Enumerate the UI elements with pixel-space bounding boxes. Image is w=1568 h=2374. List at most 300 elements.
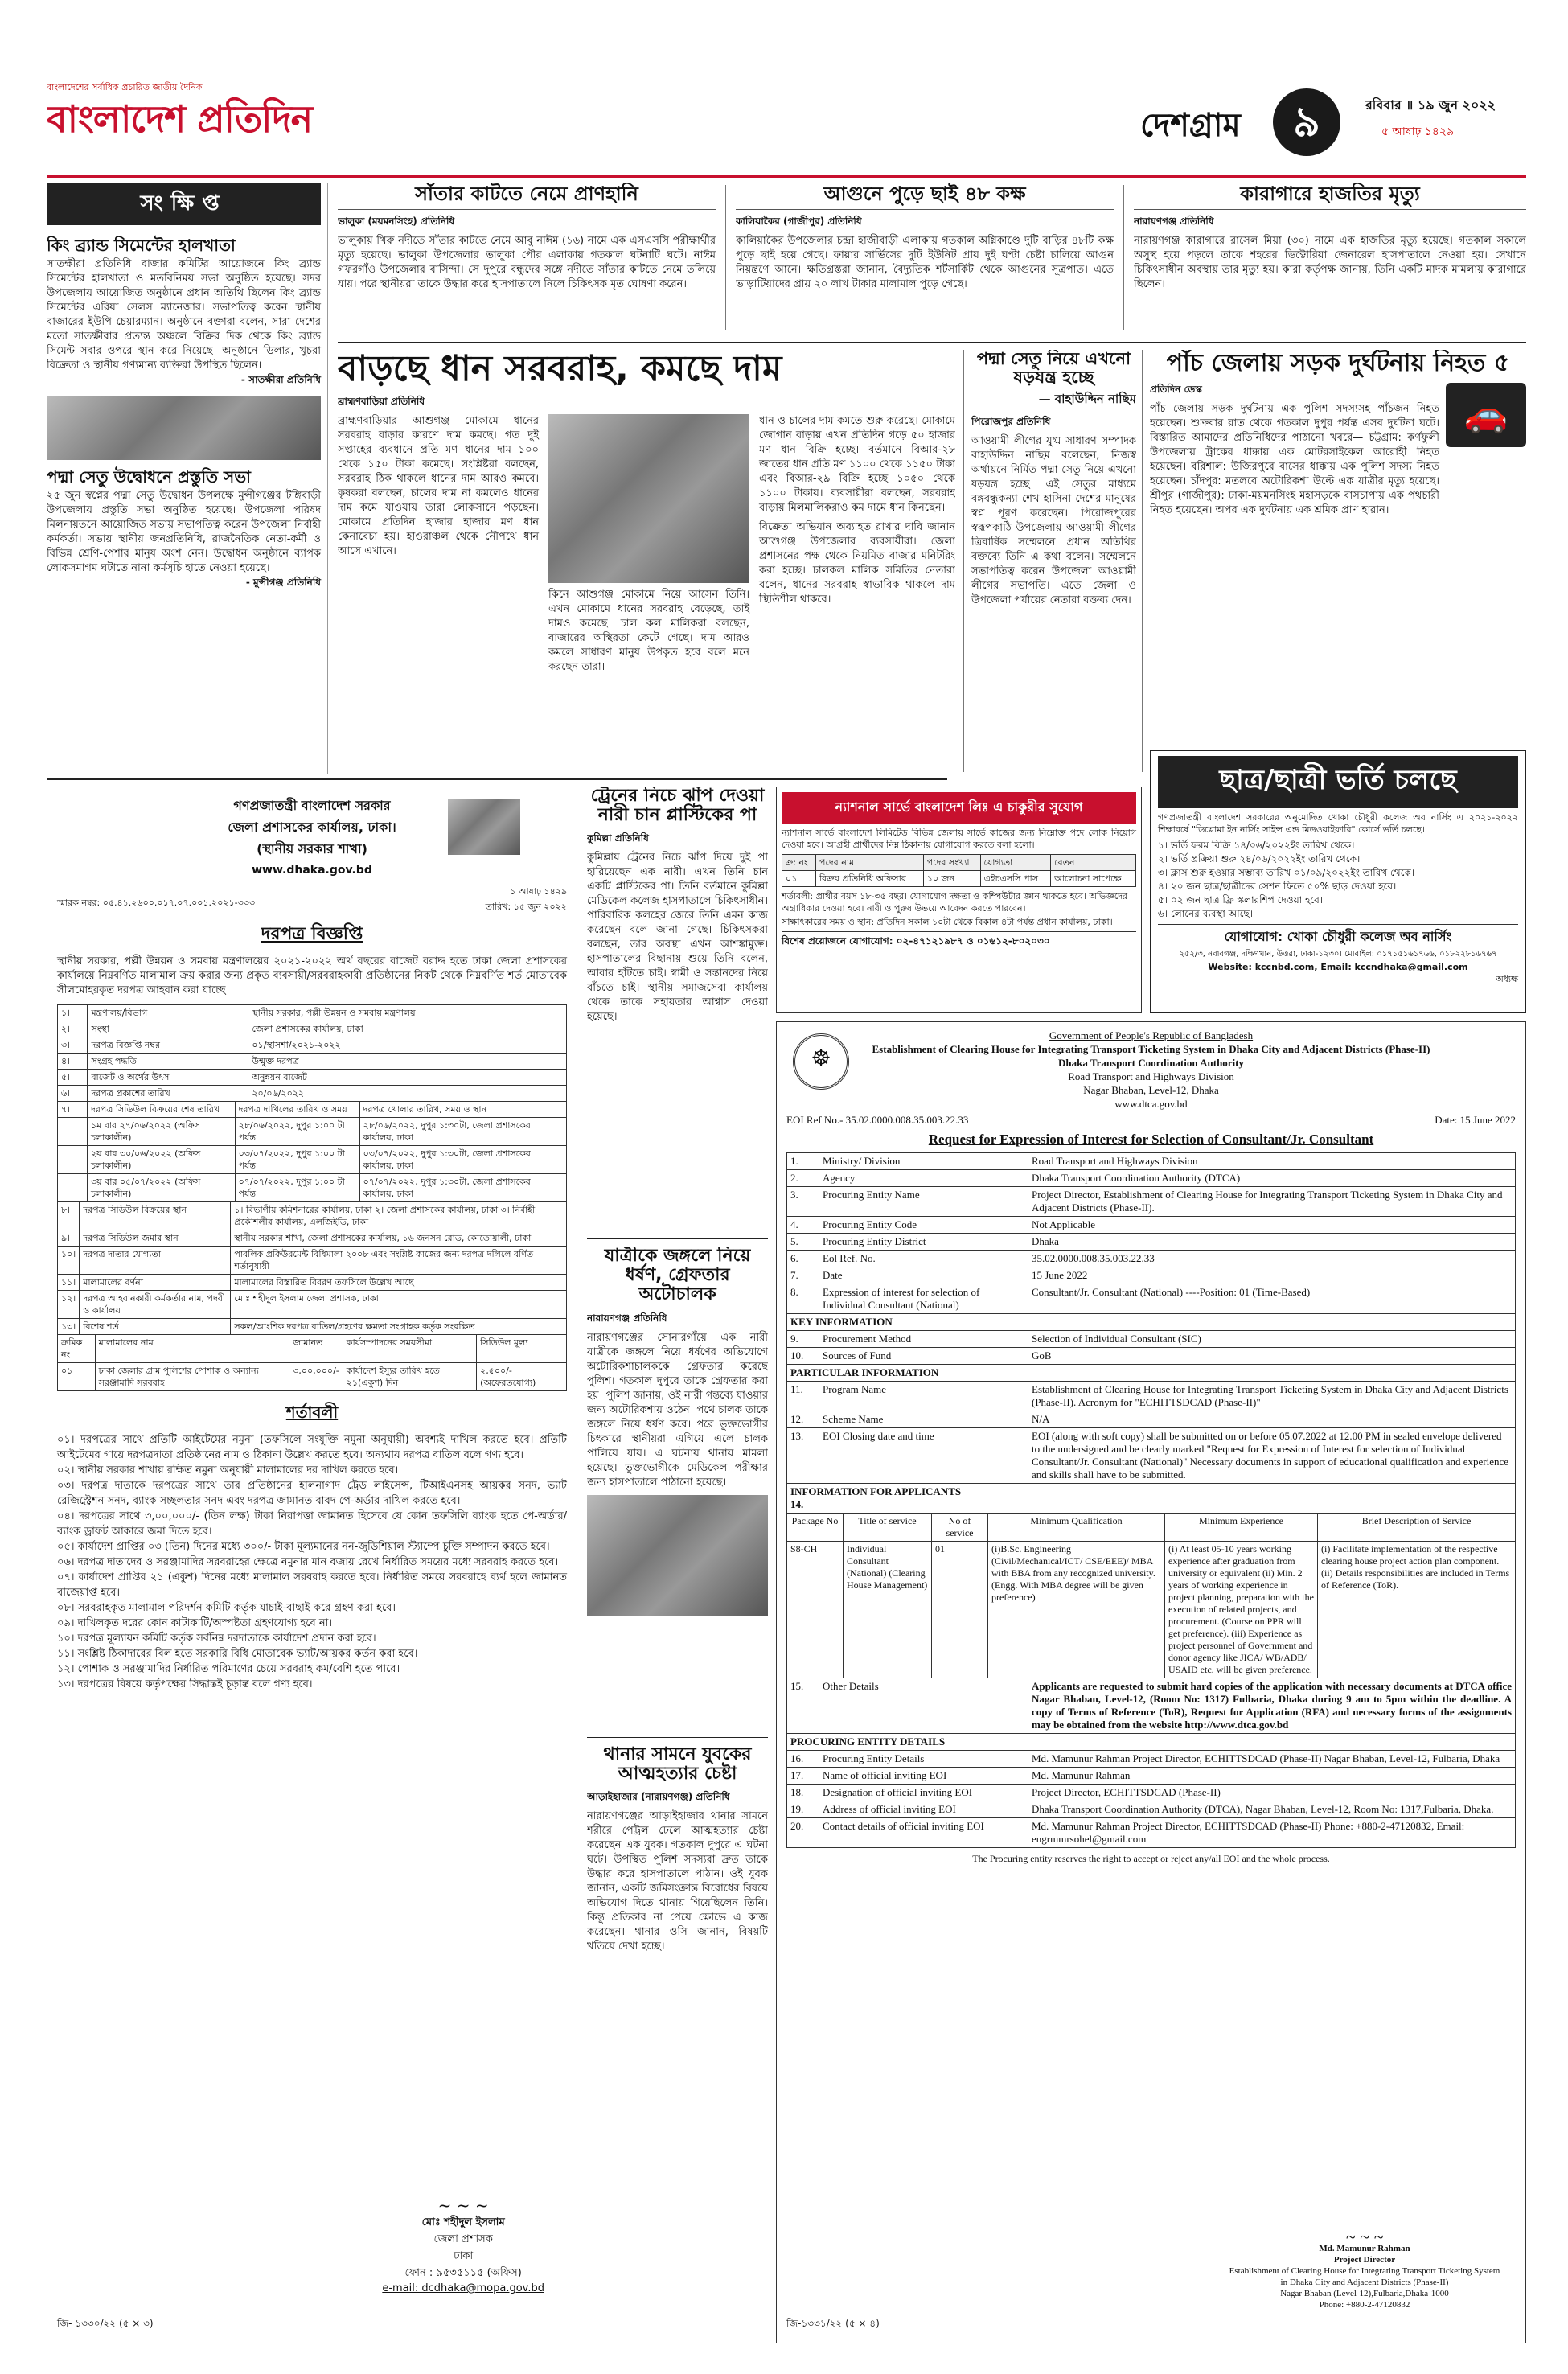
table-cell: জামানত <box>289 1335 343 1363</box>
table-cell: Package No <box>787 1514 844 1542</box>
job-ad-interview: সাক্ষাৎকারের সময় ও স্থান: প্রতিদিন সকাল ১০টা থেকে বিকাল ৪টা পর্যন্ত প্রধান কার্যালয়, ঢাকা। <box>782 917 1113 927</box>
table-cell <box>58 1174 88 1202</box>
mid-story-1-byline: কুমিল্লা প্রতিনিধি <box>587 832 649 844</box>
table-cell: পদের নাম <box>816 855 924 871</box>
table-row <box>787 1428 1516 1484</box>
table-cell: Designation of official inviting EOI <box>819 1785 1028 1801</box>
table-cell: মোঃ শহীদুল ইসলাম জেলা প্রশাসক, ঢাকা <box>231 1291 567 1319</box>
table-cell: ১০ জন <box>923 871 980 887</box>
table-cell: ১২। <box>58 1291 80 1319</box>
table-cell: স্থানীয় সরকার শাখা, জেলা প্রশাসকের কার্যালয়, ১৬ জনসন রোড, কোতোয়ালী, ঢাকা <box>231 1230 567 1247</box>
table-cell: Date <box>819 1267 1028 1284</box>
table-cell: GoB <box>1028 1348 1516 1365</box>
table-cell: দরপত্র বিজ্ঞপ্তি নম্বর <box>88 1037 248 1054</box>
table-cell: 13. <box>787 1428 819 1484</box>
table-row <box>58 1202 567 1230</box>
lead-story-byline: ব্রাহ্মণবাড়িয়া প্রতিনিধি <box>338 396 425 408</box>
table-cell: ৩য় বার ০৫/০৭/২০২২ (অফিস চলাকালীন) <box>88 1174 236 1202</box>
table-cell: ২,৫০০/- (অফেরতযোগ্য) <box>477 1363 567 1391</box>
table-cell: Name of official inviting EOI <box>819 1768 1028 1785</box>
table-row <box>787 1382 1516 1411</box>
table-cell: কার্যাদেশ ইস্যুর তারিখ হতে ২১(একুশ) দিন <box>343 1363 476 1391</box>
table-cell: ৪। <box>58 1054 88 1070</box>
table-cell: 15. <box>787 1678 819 1734</box>
table-row <box>787 1153 1516 1170</box>
table-row <box>787 1751 1516 1768</box>
tender-intro: স্থানীয় সরকার, পল্লী উন্নয়ন ও সমবায় মন্ত্রণালয়ের ২০২১-২০২২ অর্থ বছরের বাজেট বরাদ্দ হতে ঢাকা জেলা প্রশাসকের কার্যালয়ে নিম্নবর্ণিত মালামাল ক্রয় করার জন্য প্রকৃত ব্যবসায়ী/সরবরাহকারী প্রতিষ্ঠানের নিকট থেকে নিম্নবর্ণিত শর্ত মোতাবেক সীলমোহরকৃত দরপত্র আহবান করা যাচ্ছে। <box>57 955 567 996</box>
mid-story-1-headline[interactable]: ট্রেনের নিচে ঝাঁপ দেওয়া নারী চান প্লাস্টিকের পা <box>590 787 765 826</box>
table-cell: Program Name <box>819 1382 1028 1411</box>
row-number: 14. <box>790 1498 804 1510</box>
list-item: ১। ভর্তি ফরম বিক্রি ১৪/০৬/২০২২ইং তারিখ থেকে। <box>1158 840 1355 851</box>
table-cell: 7. <box>787 1267 819 1284</box>
table-row <box>782 855 1136 871</box>
brief-item-2-title[interactable]: পদ্মা সেতু উদ্বোধনে প্রস্তুতি সভা <box>47 467 251 487</box>
list-item: ২। ভর্তি প্রক্রিয়া শুরু ২৪/০৬/২০২২ইং তারিখ থেকে। <box>1158 853 1361 865</box>
top-story-2-byline: কালিয়াকৈর (গাজীপুর) প্রতিনিধি <box>736 216 862 228</box>
table-cell: EOI (along with soft copy) shall be submitted on or before 05.07.2022 at 12.00 PM in sealed envelope delivered to the undersigned and be clearly marked "Request for Expression of Interest for selection of Individual Consultant/Jr. Consultant (National)" Necessary documents in support of educational qualification and experience and skills shall have to be submitted. <box>1028 1428 1516 1484</box>
table-cell: দরপত্র সিডিউল বিক্রয়ের শেষ তারিখ <box>88 1102 236 1118</box>
table-row <box>787 1801 1516 1818</box>
table-cell: ১। <box>58 1005 88 1021</box>
list-item: ০৭। কার্যাদেশ প্রাপ্তির ২১ (একুশ) দিনের মধ্যে মালামাল সরবরাহ করতে হবে। নির্ধারিত সময়ে সরবরাহে ব্যর্থ হলে জামানত বাজেয়াপ্ত হবে। <box>57 1571 567 1599</box>
column-divider <box>725 185 726 330</box>
list-item: ০৬। দরপত্র দাতাদের ও সরঞ্জামাদির সরবরাহের ক্ষেত্রে নমুনার মান বজায় রেখে নির্ধারিত সময়ের মধ্যে সরবরাহ করতে হবে। <box>57 1556 559 1568</box>
page-number-badge <box>1273 88 1340 156</box>
bangla-date-line: ৫ আষাঢ় ১৪২৯ <box>1381 125 1455 138</box>
table-cell: দরপত্র দাতার যোগ্যতা <box>80 1247 231 1275</box>
table-cell: ১ম বার ২৭/০৬/২০২২ (অফিস চলাকালীন) <box>88 1118 236 1146</box>
table-row <box>787 1542 1516 1678</box>
table-cell: বিক্রয় প্রতিনিধি অফিসার <box>816 871 924 887</box>
table-cell: 15 June 2022 <box>1028 1267 1516 1284</box>
eoi-date: Date: 15 June 2022 <box>1435 1114 1516 1126</box>
table-cell: অনুন্নয়ন বাজেট <box>248 1070 567 1086</box>
table-cell: Procuring Entity District <box>819 1234 1028 1251</box>
eoi-sig-line2: Nagar Bhaban (Level-12),Fulbaria,Dhaka-1000 <box>1280 2289 1449 2298</box>
table-cell: সংগ্রহ পদ্ধতি <box>88 1054 248 1070</box>
mid-story-2 <box>587 1247 768 1729</box>
table-cell: Md. Mamunur Rahman <box>1028 1768 1516 1785</box>
table-cell: 1. <box>787 1153 819 1170</box>
table-cell: মালামালের বিস্তারিত বিবরণ তফসিলে উল্লেখ আছে <box>231 1275 567 1291</box>
table-cell: মালামালের বর্ণনা <box>80 1275 231 1291</box>
top-story-3-body: নারায়ণগঞ্জ কারাগারে রাসেল মিয়া (৩০) নামে এক হাজতির মৃত্যু হয়েছে। গতকাল সকালে অসুস্থ হয়ে পড়লে তাকে শহরের ভিক্টোরিয়া জেনারেল হাসপাতালে নেওয়া হয়। সেখানে চিকিৎসাধীন অবস্থায় তার মৃত্যু হয়। কারা কর্তৃপক্ষ জানায়, তিনি একটি মাদক মামলায় কারাগারে ছিলেন। <box>1134 235 1526 291</box>
eoi-table <box>786 1152 1516 1514</box>
list-item: ১০। দরপত্র মূল্যায়ন কমিটি কর্তৃক সর্বনিম্ন দরদাতাকে কার্যাদেশ প্রদান করা হবে। <box>57 1633 376 1645</box>
table-cell: Selection of Individual Consultant (SIC) <box>1028 1331 1516 1348</box>
table-cell: Project Director, Establishment of Clearing House for Integrating Transport Ticketing System in Dhaka City and Adjacent Districts (Phase-II). <box>1028 1187 1516 1217</box>
section-heading <box>787 1484 1516 1514</box>
tender-org-line2: জেলা প্রশাসকের কার্যালয়, ঢাকা। <box>228 819 396 835</box>
table-row <box>787 1785 1516 1801</box>
tender-terms-list <box>57 1432 567 1692</box>
padma-story-speaker: — বাহাউদ্দিন নাছিম <box>1038 392 1136 407</box>
brief-item-2-credit: - মুন্সীগঞ্জ প্রতিনিধি <box>245 577 321 588</box>
table-cell: 20. <box>787 1818 819 1848</box>
table-row <box>58 1275 567 1291</box>
government-portrait <box>448 799 520 855</box>
table-cell: আলোচনা সাপেক্ষে <box>1051 871 1136 887</box>
table-cell: Procuring Entity Name <box>819 1187 1028 1217</box>
tender-org-line1: গণপ্রজাতন্ত্রী বাংলাদেশ সরকার <box>233 798 391 813</box>
table-row <box>58 1174 567 1202</box>
list-item: ৬। লোনের ব্যবস্থা আছে। <box>1158 908 1254 919</box>
table-cell: সংস্থা <box>88 1021 248 1037</box>
mid-story-1-body: কুমিল্লায় ট্রেনের নিচে ঝাঁপ দিয়ে দুই পা হারিয়েছেন এক নারী। এখন তিনি চান একটি প্লাস্টিকের পা। তিনি বর্তমানে কুমিল্লা মেডিকেল কলেজ হাসপাতালে চিকিৎসাধীন। পারিবারিক কলহের জেরে তিনি এমন কাজ করেছেন বলে জানা গেছে। চিকিৎসকরা বলছেন, তার অবস্থা এখন আশঙ্কামুক্ত। হাসপাতালের বিছানায় শুয়ে তিনি বলেন, আবার হাঁটতে চাই। স্বামী ও সন্তানদের নিয়ে বাঁচতে চাই। স্থানীয় সমাজসেবা কার্যালয় থেকে তাকে সহায়তার আশ্বাস দেওয়া হয়েছে। <box>587 852 768 1024</box>
tender-ad-bn <box>47 787 577 2343</box>
table-cell: 11. <box>787 1382 819 1411</box>
table-cell: ৮। <box>58 1202 80 1230</box>
top-story-1-headline[interactable]: সাঁতার কাটতে নেমে প্রাণহানি <box>338 183 716 210</box>
table-cell: 18. <box>787 1785 819 1801</box>
table-cell: ২৮/০৬/২০২২, দুপুর ১:০০ টা পর্যন্ত <box>235 1118 359 1146</box>
padma-story-headline[interactable]: পদ্মা সেতু নিয়ে এখনো ষড়যন্ত্র হচ্ছে <box>976 350 1131 388</box>
table-cell: Not Applicable <box>1028 1217 1516 1234</box>
date-line: রবিবার ॥ ১৯ জুন ২০২২ <box>1365 97 1496 113</box>
table-row <box>58 1118 567 1146</box>
table-row <box>58 1247 567 1275</box>
table-cell: ০১/স্থাসশা/২০২১-২০২২ <box>248 1037 567 1054</box>
table-cell: Eol Ref. No. <box>819 1251 1028 1267</box>
list-item: ৩। ক্লাস শুরু হওয়ার সম্ভাব্য তারিখ ০১/০৯/২০২২ইং তারিখ থেকে। <box>1158 867 1415 878</box>
admission-ad-items <box>1158 839 1518 921</box>
eoi-ad-code: জি-১৩৩১/২২ (৫ × ৪) <box>786 2318 880 2329</box>
table-cell: (i) Facilitate implementation of the respective clearing house project action plan component. (ii) Details responsibilities are included in Terms of Reference (ToR). <box>1318 1542 1516 1678</box>
table-cell: দরপত্র সিডিউল বিক্রয়ের স্থান <box>80 1202 231 1230</box>
table-cell: দরপত্র দাখিলের তারিখ ও সময় <box>235 1102 359 1118</box>
tender-email[interactable]: e-mail: dcdhaka@mopa.gov.bd <box>382 2282 544 2294</box>
table-cell: (i) At least 05-10 years working experience after graduation from university or equivalent (ii) Min. 2 years of working experience in project planning, preparation with the execution of related projects, and procurement. (Course on PPR will get preference). (iii) Experience as project personnel of Government and donor agency like JICA/ WB/ADB/ USAID etc. will be given preference. <box>1165 1542 1318 1678</box>
table-cell: Procuring Entity Details <box>819 1751 1028 1768</box>
mid-story-2-illustration <box>587 1495 768 1616</box>
eoi-sig-name: Md. Mamunur Rahman <box>1319 2244 1410 2253</box>
table-cell: Address of official inviting EOI <box>819 1801 1028 1818</box>
table-row <box>787 1251 1516 1267</box>
table-cell: 4. <box>787 1217 819 1234</box>
table-cell: বেতন <box>1051 855 1136 871</box>
column-divider <box>963 350 964 772</box>
table-cell: মালামালের নাম <box>95 1335 289 1363</box>
table-cell: সকল/আংশিক দরপত্র বাতিল/গ্রহণের ক্ষমতা সংগ্রাহক কর্তৃক সংরক্ষিত <box>231 1319 567 1335</box>
table-row <box>58 1230 567 1247</box>
table-cell: পদের সংখ্যা <box>923 855 980 871</box>
table-cell: ৩। <box>58 1037 88 1054</box>
brief-item-2-body: ২৫ জুন স্বপ্নের পদ্মা সেতু উদ্বোধন উপলক্ষে মুন্সীগঞ্জের টঙ্গিবাড়ী উপজেলায় প্রস্তুতি সভা অনুষ্ঠিত হয়েছে। উপজেলা পরিষদ মিলনায়তনে আয়োজিত সভায় সভাপতিত্ব করেন উপজেলা নির্বাহী কর্মকর্তা। সভায় স্থানীয় জনপ্রতিনিধি, রাজনৈতিক নেতা-কর্মী ও বিভিন্ন শ্রেণি-পেশার মানুষ অংশ নেন। উদ্বোধন অনুষ্ঠানে ব্যাপক লোকসমাগম ঘটাতে নানা কর্মসূচি হাতে নেওয়া হয়েছে। <box>47 490 321 574</box>
table-cell: Dhaka Transport Coordination Authority (DTCA), Nagar Bhaban, Level-12, Room No: 1317,Fulbaria, Dhaka. <box>1028 1801 1516 1818</box>
accident-story-body: পাঁচ জেলায় সড়ক দুর্ঘটনায় এক পুলিশ সদস্যসহ পাঁচজন নিহত হয়েছেন। শুক্রবার রাত থেকে গতকাল দুপুর পর্যন্ত এসব দুর্ঘটনা ঘটে। বিস্তারিত আমাদের প্রতিনিধিদের পাঠানো খবরে— চট্টগ্রাম: কর্ণফুলী উপজেলায় ট্রাকের ধাক্কায় এক মোটরসাইকেল আরোহী নিহত হয়েছেন। বরিশাল: উজিরপুরে বাসের ধাক্কায় এক পুলিশ সদস্য নিহত হয়েছেন। চাঁদপুর: মতলবে অটোরিকশা উল্টে এক যাত্রীর মৃত্যু হয়েছে। শ্রীপুর (গাজীপুর): ঢাকা-ময়মনসিংহ মহাসড়কে বাসচাপায় এক পথচারী নিহত হয়েছেন। অপর এক দুর্ঘটনায় এক শ্রমিক প্রাণ হারান। <box>1150 403 1439 516</box>
table-cell: ২৮/০৬/২০২২, দুপুর ১:৩০টা, জেলা প্রশাসকের কার্যালয়, ঢাকা <box>359 1118 566 1146</box>
table-row <box>787 1411 1516 1428</box>
table-cell: ১। বিভাগীয় কমিশনারের কার্যালয়, ঢাকা ২। জেলা প্রশাসকের কার্যালয়, ঢাকা ৩। নির্বাহী প্রকৌশলীর কার্যালয়, এলজিইডি, ঢাকা <box>231 1202 567 1230</box>
table-cell: Md. Mamunur Rahman Project Director, ECHITTSDCAD (Phase-II) Phone: +880-2-47120832, Email: engrmmrsohel@gmail.com <box>1028 1818 1516 1848</box>
car-crash-icon: 🚗 <box>1446 383 1526 447</box>
tender-terms-title: শর্তাবলী <box>285 1403 339 1422</box>
table-cell: 17. <box>787 1768 819 1785</box>
masthead-tagline: বাংলাদেশের সর্বাধিক প্রচারিত জাতীয় দৈনিক <box>47 82 203 92</box>
eoi-division: Road Transport and Highways Division <box>1068 1070 1234 1082</box>
job-ad-intro: ন্যাশনাল সার্ভে বাংলাদেশ লিমিটেড বিভিন্ন জেলায় সার্ভে কাজের জন্য নিম্নোক্ত পদে লোক নিয়োগ দেওয়া হবে। আগ্রহী প্রার্থীদের নিম্ন ঠিকানায় যোগাযোগ করতে বলা হলো। <box>782 828 1136 850</box>
newspaper-logo[interactable]: বাংলাদেশ প্রতিদিন <box>47 97 313 141</box>
table-cell: মন্ত্রণালয়/বিভাগ <box>88 1005 248 1021</box>
table-cell: Dhaka Transport Coordination Authority (DTCA) <box>1028 1170 1516 1187</box>
signature-mark: ~ ~ ~ <box>1345 2227 1384 2247</box>
table-cell: বাজেট ও অর্থের উৎস <box>88 1070 248 1086</box>
table-cell: ০৭/০৭/২০২২, দুপুর ১:৩০টা, জেলা প্রশাসকের কার্যালয়, ঢাকা <box>359 1174 566 1202</box>
table-cell: Agency <box>819 1170 1028 1187</box>
eoi-table-2 <box>786 1678 1516 1848</box>
tender-goods-table <box>57 1334 567 1391</box>
table-cell: (i)B.Sc. Engineering (Civil/Mechanical/ICT/ CSE/EEE)/ MBA with BBA from any recognized university. (Engg. With MBA degree will be given preference) <box>988 1542 1165 1678</box>
top-story-2-headline[interactable]: আগুনে পুড়ে ছাই ৪৮ কক্ষ <box>736 183 1114 210</box>
table-cell: ০৭/০৭/২০২২, দুপুর ১:০০ টা পর্যন্ত <box>235 1174 359 1202</box>
table-cell: ৫। <box>58 1070 88 1086</box>
job-ad-table <box>782 854 1136 887</box>
tender-title: দরপত্র বিজ্ঞপ্তি <box>261 924 363 944</box>
top-story-1-byline: ভালুকা (ময়মনসিংহ) প্রতিনিধি <box>338 216 455 228</box>
top-story-1 <box>338 183 716 336</box>
admission-ad-web[interactable]: Website: kccnbd.com, Email: kccndhaka@gmail.com <box>1208 962 1468 972</box>
table-cell: Dhaka <box>1028 1234 1516 1251</box>
table-cell: Sources of Fund <box>819 1348 1028 1365</box>
list-item: ০৪। দরপত্রের সাথে ৩,০০,০০০/- (তিন লক্ষ) টাকা নিরাপত্তা জামানত হিসেবে যে কোন তফসিলি ব্যাংক হতে পে-অর্ডার/ব্যাংক ড্রাফট আকারে জমা দিতে হবে। <box>57 1510 567 1538</box>
lead-story-body-1: ব্রাহ্মণবাড়িয়ার আশুগঞ্জ মোকামে ধানের সরবরাহ বাড়ার কারণে দাম কমছে। গত দুই সপ্তাহের ব্যবধানে প্রতি মণ ধানের দাম ১০০ থেকে ১৫০ টাকা কমেছে। সংশ্লিষ্টরা বলছেন, সরবরাহ ঠিক থাকলে ধানের দাম আরও কমবে। কৃষকরা বলছেন, চালের দাম না কমলেও ধানের দাম কমে যাওয়ায় তারা লোকসানে পড়ছেন। মোকামে প্রতিদিন হাজার হাজার মণ ধান কেনাবেচা হয়। হাওরাঞ্চল থেকে নৌপথে ধান আসে এখানে। <box>338 415 539 558</box>
eoi-gov: Government of People's Republic of Bangladesh <box>1049 1029 1254 1041</box>
table-cell: Brief Description of Service <box>1318 1514 1516 1542</box>
admission-ad <box>1150 750 1526 1013</box>
table-cell: N/A <box>1028 1411 1516 1428</box>
table-cell: Contact details of official inviting EOI <box>819 1818 1028 1848</box>
lead-story <box>338 350 955 774</box>
eoi-ref: EOI Ref No.- 35.02.0000.008.35.003.22.33 <box>786 1114 969 1126</box>
table-cell: 8. <box>787 1284 819 1314</box>
lead-story-body-4: বিক্রেতা অভিযান অব্যাহত রাখার দাবি জানান আশুগঞ্জ উপজেলার ব্যবসায়ীরা। জেলা প্রশাসনের পক্ষ থেকে নিয়মিত বাজার মনিটরিং করা হচ্ছে। চালকল মালিক সমিতির নেতারা বলেন, ধানের সরবরাহ স্বাভাবিক থাকলে দাম স্থিতিশীল থাকবে। <box>759 521 955 606</box>
table-cell <box>58 1118 88 1146</box>
top-story-1-body: ভালুকায় খিরু নদীতে সাঁতার কাটতে নেমে আবু নাঈম (১৬) নামে এক এসএসসি পরীক্ষার্থীর মৃত্যু হয়েছে। ভালুকা উপজেলার ভালুকা পৌর এলাকায় গতকাল ঘটনাটি ঘটে। নাঈম গফরগাঁও উপজেলার বাসিন্দা। সে দুপুরে বন্ধুদের সঙ্গে নদীতে সাঁতার কাটতে নেমে তলিয়ে যায়। পরে স্থানীয়রা তাকে উদ্ধার করে হাসপাতালে নিলে চিকিৎসক মৃত ঘোষণা করেন। <box>338 235 716 291</box>
table-row <box>58 1291 567 1319</box>
tender-phone: ফোন : ৯৫৩৫১১৫ (অফিস) <box>404 2267 522 2279</box>
brief-photo <box>47 396 321 460</box>
table-cell: 01 <box>932 1542 988 1678</box>
table-cell: ০১ <box>58 1363 96 1391</box>
page-number: ৯ <box>1293 98 1320 146</box>
tender-ref: স্মারক নম্বর: ০৫.৪১.২৬০০.০১৭.০৭.০০১.২০২১-৩৩৩ <box>57 897 256 908</box>
eoi-ad <box>776 1021 1526 2343</box>
eoi-address: Nagar Bhaban, Level-12, Dhaka <box>1083 1084 1219 1096</box>
table-cell: EOI Closing date and time <box>819 1428 1028 1484</box>
table-cell: দরপত্র আহবানকারী কর্মকর্তার নাম, পদবী ও কার্যালয় <box>80 1291 231 1319</box>
accident-story-headline[interactable]: পাঁচ জেলায় সড়ক দুর্ঘটনায় নিহত ৫ <box>1166 350 1510 377</box>
job-ad <box>776 787 1142 1013</box>
table-cell: কার্যসম্পাদনের সময়সীমা <box>343 1335 476 1363</box>
table-row <box>787 1187 1516 1217</box>
table-cell: 19. <box>787 1801 819 1818</box>
table-cell: ০৩/০৭/২০২২, দুপুর ১:০০ টা পর্যন্ত <box>235 1146 359 1174</box>
admission-ad-title: ছাত্র/ছাত্রী ভর্তি চলছে <box>1158 756 1518 808</box>
admission-ad-address: ২৫২/৩, নবাবগঞ্জ, দক্ষিণখান, উত্তরা, ঢাকা-১২৩০। মোবাইল: ০১৭১৫১৬১৭৬৬, ০১৮২২৮১৬৭৬৭ <box>1179 950 1497 959</box>
admission-ad-intro: গণপ্রজাতন্ত্রী বাংলাদেশ সরকারের অনুমোদিত খোকা চৌধুরী কলেজ অব নার্সিং এ ২০২১-২০২২ শিক্ষাবর্ষে "ডিপ্লোমা ইন নার্সিং সাইন্স এন্ড মিডওয়াইফারি" কোর্সে ভর্তি চলছে। <box>1158 812 1518 835</box>
table-cell: ঢাকা জেলার গ্রাম পুলিশের পোশাক ও অন্যান্য সরঞ্জামাদি সরবরাহ <box>95 1363 289 1391</box>
table-cell: 2. <box>787 1170 819 1187</box>
list-item: ০৫। কার্যাদেশ প্রাপ্তির ০৩ (তিন) দিনের মধ্যে ৩০০/- টাকা মূল্যমানের নন-জুডিশিয়াল স্ট্যাম্পে চুক্তি সম্পাদন করতে হবে। <box>57 1541 550 1553</box>
tender-sig-name: মোঃ শহীদুল ইসলাম <box>421 2216 505 2228</box>
eoi-sig-title: Project Director <box>1333 2255 1396 2265</box>
table-cell: ১১। <box>58 1275 80 1291</box>
table-cell: Procuring Entity Code <box>819 1217 1028 1234</box>
table-cell: 5. <box>787 1234 819 1251</box>
table-row <box>58 1146 567 1174</box>
table-cell: 16. <box>787 1751 819 1768</box>
table-row <box>787 1331 1516 1348</box>
brief-item-1-body: সাতক্ষীরা প্রতিনিধি বাজার কমিটির আয়োজনে কিং ব্র্যান্ড সিমেন্টের হালখাতা ও মতবিনিময় সভা অনুষ্ঠিত হয়েছে। সদর উপজেলায় আয়োজিত অনুষ্ঠানে প্রধান অতিথি ছিলেন কিং ব্র্যান্ড সিমেন্টের এরিয়া সেলস ম্যানেজার। সভাপতিত্ব করেন স্থানীয় বাজারের ইউপি চেয়ারম্যান। অনুষ্ঠানে বক্তারা বলেন, সারা দেশের মতো সাতক্ষীরার প্রত্যন্ত অঞ্চলে বিক্রির দিক থেকে কিং ব্র্যান্ড সিমেন্ট সবার ওপরে স্থান করে নিয়েছে। অনুষ্ঠানে ডিলার, খুচরা বিক্রেতা ও স্থানীয় গণ্যমান্য ব্যক্তিরা উপস্থিত ছিলেন। <box>47 258 321 372</box>
eoi-website[interactable]: www.dtca.gov.bd <box>1114 1098 1188 1110</box>
table-cell: ০৩/০৭/২০২২, দুপুর ১:৩০টা, জেলা প্রশাসকের কার্যালয়, ঢাকা <box>359 1146 566 1174</box>
tender-sig-title: জেলা প্রশাসক <box>433 2233 493 2245</box>
list-item: ০৮। সরবরাহকৃত মালামাল পরিদর্শন কমিটি কর্তৃক যাচাই-বাছাই করে গ্রহণ করা হবে। <box>57 1602 396 1614</box>
accident-story-byline: প্রতিদিন ডেস্ক <box>1150 384 1202 395</box>
table-row: ৭। দরপত্র সিডিউল বিক্রয়ের শেষ তারিখ দরপত্র দাখিলের তারিখ ও সময় দরপত্র খোলার তারিখ, সময় ও স্থান <box>58 1102 567 1118</box>
table-cell <box>58 1146 88 1174</box>
eoi-sig-phone: Phone: +880-2-47120832 <box>1319 2300 1410 2310</box>
table-cell: ৬। <box>58 1086 88 1102</box>
table-cell: জেলা প্রশাসকের কার্যালয়, ঢাকা <box>248 1021 567 1037</box>
eoi-authority: Dhaka Transport Coordination Authority <box>1057 1057 1245 1069</box>
top-story-2 <box>736 183 1114 336</box>
table-row <box>787 1267 1516 1284</box>
top-story-2-body: কালিয়াকৈর উপজেলার চন্দ্রা হাজীবাড়ী এলাকায় গতকাল অগ্নিকাণ্ডে দুটি বাড়ির ৪৮টি কক্ষ পুড়ে ছাই হয়ে গেছে। ফায়ার সার্ভিসের দুটি ইউনিট প্রায় দুই ঘণ্টা চেষ্টা চালিয়ে আগুন নিয়ন্ত্রণে আনে। ক্ষতিগ্রস্তরা জানান, বৈদ্যুতিক শর্টসার্কিট থেকে আগুনের সূত্রপাত। এতে ভাড়াটিয়াদের প্রায় ২০ লাখ টাকার মালামাল পুড়ে গেছে। <box>736 235 1114 291</box>
table-cell: Project Director, ECHITTSDCAD (Phase-II) <box>1028 1785 1516 1801</box>
table-cell: ০১ <box>782 871 816 887</box>
table-cell: No of service <box>932 1514 988 1542</box>
brief-item-1-title[interactable]: কিং ব্র্যান্ড সিমেন্টের হালখাতা <box>47 236 236 255</box>
table-cell: উন্মুক্ত দরপত্র <box>248 1054 567 1070</box>
list-item: ০৩। দরপত্র দাতাকে দরপত্রের সাথে তার প্রতিষ্ঠানের হালনাগাদ ট্রেড লাইসেন্স, টিআইএনসহ আয়কর সনদ, ভ্যাট রেজিস্ট্রেশন সনদ, ব্যাংক সচ্ছলতার সনদ এবং দরপত্র জামানত বাবদ পে-অর্ডার দাখিল করতে হবে। <box>57 1480 567 1507</box>
section-heading: PROCURING ENTITY DETAILS <box>787 1734 1516 1751</box>
tender-date-label: তারিখ: <box>485 902 511 912</box>
section-heading-text: INFORMATION FOR APPLICANTS <box>790 1485 962 1497</box>
mid-story-3-body: নারায়ণগঞ্জের আড়াইহাজার থানার সামনে শরীরে পেট্রল ঢেলে আত্মহত্যার চেষ্টা করেছেন এক যুবক। গতকাল দুপুরে এ ঘটনা ঘটে। উপস্থিত পুলিশ সদস্যরা দ্রুত তাকে উদ্ধার করে হাসপাতালে পাঠান। ওই যুবক জানান, একটি জমিসংক্রান্ত বিরোধের বিষয়ে অভিযোগ দিতে থানায় গিয়েছিলেন তিনি। কিন্তু প্রতিকার না পেয়ে ক্ষোভে এ কাজ করেছেন। থানার ওসি জানান, বিষয়টি খতিয়ে দেখা হচ্ছে। <box>587 1810 768 1953</box>
padma-story-byline: পিরোজপুর প্রতিনিধি <box>971 416 1051 428</box>
list-item: ৪। ২০ জন ছাত্র/ছাত্রীদের সেশন ফিতে ৫০% ছাড় দেওয়া হবে। <box>1158 881 1397 892</box>
table-cell: পাবলিক প্রকিউরমেন্ট বিধিমালা ২০০৮ এবং সংশ্লিষ্ট কাজের জন্য দরপত্র দলিলে বর্ণিত শর্তানুযায়ী <box>231 1247 567 1275</box>
column-divider <box>1123 185 1124 330</box>
signature-mark: ~ ~ ~ <box>437 2195 489 2215</box>
lead-story-headline[interactable]: বাড়ছে ধান সরবরাহ, কমছে দাম <box>338 350 782 389</box>
table-cell: Applicants are requested to submit hard copies of the application with necessary documents at DTCA office Nagar Bhaban, Level-12, (Room No: 1317) Fulbaria, Dhaka during 9 am to 5pm within the deadline. A copy of Terms of Reference (ToR), Request for Application (RFA) and necessary forms of the assignments may be obtained from the website http://www.dtca.gov.bd <box>1028 1678 1516 1734</box>
table-cell: ২০/০৬/২০২২ <box>248 1086 567 1102</box>
tender-schedule-table <box>57 1101 567 1202</box>
admission-ad-contact: যোগাযোগ: খোকা চৌধুরী কলেজ অব নার্সিং <box>1158 924 1518 948</box>
table-cell: Title of service <box>844 1514 932 1542</box>
table-cell: স্থানীয় সরকার, পল্লী উন্নয়ন ও সমবায় মন্ত্রণালয় <box>248 1005 567 1021</box>
brief-label <box>47 183 321 225</box>
table-row <box>787 1217 1516 1234</box>
mid-story-2-byline: নারায়ণগঞ্জ প্রতিনিধি <box>587 1312 667 1324</box>
brief-item-1-credit: - সাতক্ষীরা প্রতিনিধি <box>240 374 321 385</box>
admission-ad-signer: অধ্যক্ষ <box>1496 974 1518 984</box>
accident-story <box>1150 350 1526 744</box>
table-row <box>787 1234 1516 1251</box>
lead-story-body-3: কিনে আশুগঞ্জ মোকামে নিয়ে আসেন তিনি। এখন মোকামে ধানের সরবরাহ বেড়েছে, তাই দামও কমেছে। চাল কল মালিকরা বলছেন, বাজারের অস্থিরতা কেটে গেছে। দাম আরও কমলে সাধারণ মানুষ উপকৃত হবে বলে মনে করছেন তারা। <box>548 589 749 674</box>
mid-story-2-headline[interactable]: যাত্রীকে জঙ্গলে নিয়ে ধর্ষণ, গ্রেফতার অটোচালক <box>604 1247 751 1305</box>
table-row <box>58 1021 567 1037</box>
job-ad-terms: শর্তাবলী: প্রার্থীর বয়স ১৮-৩৫ বছর। যোগাযোগ দক্ষতা ও কম্পিউটার জ্ঞান থাকতে হবে। অভিজ্ঞদের অগ্রাধিকার দেওয়া হবে। নারী ও পুরুষ উভয়ে আবেদন করতে পারবেন। <box>782 891 1128 914</box>
table-row <box>58 1319 567 1335</box>
row-divider <box>338 342 1526 343</box>
table-cell: Establishment of Clearing House for Integrating Transport Ticketing System in Dhaka City and Adjacent Districts (Phase-II). Acronym for "ECHITTSDCAD (Phase-II)" <box>1028 1382 1516 1411</box>
list-item: ৫। ০২ জন ছাত্র ফ্রি স্কলারশিপ দেওয়া হবে। <box>1158 894 1324 906</box>
table-cell: Ministry/ Division <box>819 1153 1028 1170</box>
table-cell: 9. <box>787 1331 819 1348</box>
table-cell: Individual Consultant (National) (Clearing House Management) <box>844 1542 932 1678</box>
table-row <box>58 1070 567 1086</box>
row-divider <box>47 778 947 780</box>
table-cell: যোগ্যতা <box>980 855 1051 871</box>
table-row <box>58 1363 567 1391</box>
lead-story-photo <box>548 414 749 583</box>
table-cell: Scheme Name <box>819 1411 1028 1428</box>
table-cell: বিশেষ শর্ত <box>80 1319 231 1335</box>
tender-ad-code: জি- ১৩৩০/২২ (৫ × ৩) <box>57 2318 154 2329</box>
padma-story-body: আওয়ামী লীগের যুগ্ম সাধারণ সম্পাদক বাহাউদ্দিন নাছিম বলেছেন, নিজস্ব অর্থায়নে নির্মিত পদ্মা সেতু নিয়ে এখনো ষড়যন্ত্র হচ্ছে। এই সেতুর মাধ্যমে বঙ্গবন্ধুকন্যা শেখ হাসিনা দেশের মানুষের স্বপ্ন পূরণ করেছেন। পিরোজপুরের স্বরূপকাঠি উপজেলায় আওয়ামী লীগের ত্রিবার্ষিক সম্মেলনে প্রধান অতিথির বক্তব্যে তিনি এ কথা বলেন। সম্মেলনে সভাপতিত্ব করেন উপজেলা আওয়ামী লীগের সভাপতি। এতে জেলা ও উপজেলা পর্যায়ের নেতারা বক্তব্য দেন। <box>971 435 1136 607</box>
table-row <box>787 1514 1516 1542</box>
tender-date-2: ১৫ জুন ২০২২ <box>513 902 567 912</box>
table-cell: Road Transport and Highways Division <box>1028 1153 1516 1170</box>
job-ad-title: ন্যাশনাল সার্ভে বাংলাদেশ লিঃ এ চাকুরীর সুযোগ <box>782 792 1136 824</box>
table-cell: 6. <box>787 1251 819 1267</box>
table-row <box>787 1818 1516 1848</box>
table-row <box>58 1335 567 1363</box>
tender-info-table-2 <box>57 1201 567 1335</box>
table-cell: 12. <box>787 1411 819 1428</box>
tender-info-table <box>57 1004 567 1102</box>
table-row <box>58 1037 567 1054</box>
list-item: ১২। পোশাক ও সরঞ্জামাদির নির্ধারিত পরিমাণের চেয়ে সরবরাহ কম/বেশি হতে পারে। <box>57 1663 400 1675</box>
mid-story-3-byline: আড়াইহাজার (নারায়ণগঞ্জ) প্রতিনিধি <box>587 1791 730 1803</box>
table-cell: 10. <box>787 1348 819 1365</box>
table-cell: Expression of interest for selection of Individual Consultant (National) <box>819 1284 1028 1314</box>
table-cell: Procurement Method <box>819 1331 1028 1348</box>
brief-label-text: সংক্ষিপ্ত <box>140 191 228 216</box>
section-heading: KEY INFORMATION <box>787 1314 1516 1331</box>
top-story-3-headline[interactable]: কারাগারে হাজতির মৃত্যু <box>1134 183 1526 210</box>
list-item: ১১। সংশ্লিষ্ট ঠিকাদারের বিল হতে সরকারি বিধি মোতাবেক ভ্যাট/আয়কর কর্তন করা হবে। <box>57 1648 418 1660</box>
table-cell: ১০। <box>58 1247 80 1275</box>
table-cell: সিডিউল মূল্য <box>477 1335 567 1363</box>
mid-story-2-body: নারায়ণগঞ্জের সোনারগাঁয়ে এক নারী যাত্রীকে জঙ্গলে নিয়ে ধর্ষণের অভিযোগে অটোরিকশাচালককে গ্রেফতার করেছে পুলিশ। গতকাল দুপুরে তাকে গ্রেফতার করা হয়। পুলিশ জানায়, ওই নারী গন্তব্যে যাওয়ার জন্য অটোরিকশায় ওঠেন। পথে চালক তাকে জঙ্গলে নিয়ে ধর্ষণ করে। পরে ভুক্তভোগীর চিৎকারে স্থানীয়রা এগিয়ে এলে চালক পালিয়ে যায়। এ ঘটনায় থানায় মামলা হয়েছে। ভুক্তভোগীকে মেডিকেল পরীক্ষার জন্য হাসপাতালে পাঠানো হয়েছে। <box>587 1331 768 1489</box>
table-cell: ১৩। <box>58 1319 80 1335</box>
table-row <box>787 1348 1516 1365</box>
mid-story-3-headline[interactable]: থানার সামনে যুবকের আত্মহত্যার চেষ্টা <box>603 1745 752 1785</box>
list-item: ০১। দরপত্রের সাথে প্রতিটি আইটেমের নমুনা (তফসিলে সংযুক্তি নমুনা অনুযায়ী) অবশ্যই দাখিল করতে হবে। প্রতিটি আইটেমের গায়ে দরপত্রদাতা প্রতিষ্ঠানের নাম ও ঠিকানা উল্লেখ করতে হবে। অন্যথায় দরপত্র বাতিল বলে গণ্য হবে। <box>57 1434 567 1461</box>
mid-story-1 <box>587 787 768 1233</box>
list-item: ১৩। দরপত্রের বিষয়ে কর্তৃপক্ষের সিদ্ধান্তই চূড়ান্ত বলে গণ্য হবে। <box>57 1678 313 1690</box>
tender-org-line3: (স্থানীয় সরকার শাখা) <box>257 841 367 856</box>
table-cell: ২য় বার ৩০/০৬/২০২২ (অফিস চলাকালীন) <box>88 1146 236 1174</box>
mid-story-3 <box>587 1745 768 2343</box>
eoi-reserve: The Procuring entity reserves the right to accept or reject any/all EOI and the whole process. <box>972 1853 1330 1864</box>
table-row <box>787 1170 1516 1187</box>
eoi-title: Request for Expression of Interest for Selection of Consultant/Jr. Consultant <box>928 1132 1374 1147</box>
row-divider <box>587 1238 768 1239</box>
brief-column <box>47 183 328 774</box>
row-divider <box>587 1737 768 1738</box>
job-ad-contact: বিশেষ প্রয়োজনে যোগাযোগ: ০২-৪৭১২১৯৮৭ ও ০১৬১২-৮০২০৩০ <box>782 931 1136 951</box>
table-cell: ৯। <box>58 1230 80 1247</box>
tender-website[interactable]: www.dhaka.gov.bd <box>252 864 372 877</box>
table-cell: Other Details <box>819 1678 1028 1734</box>
table-cell: ২। <box>58 1021 88 1037</box>
